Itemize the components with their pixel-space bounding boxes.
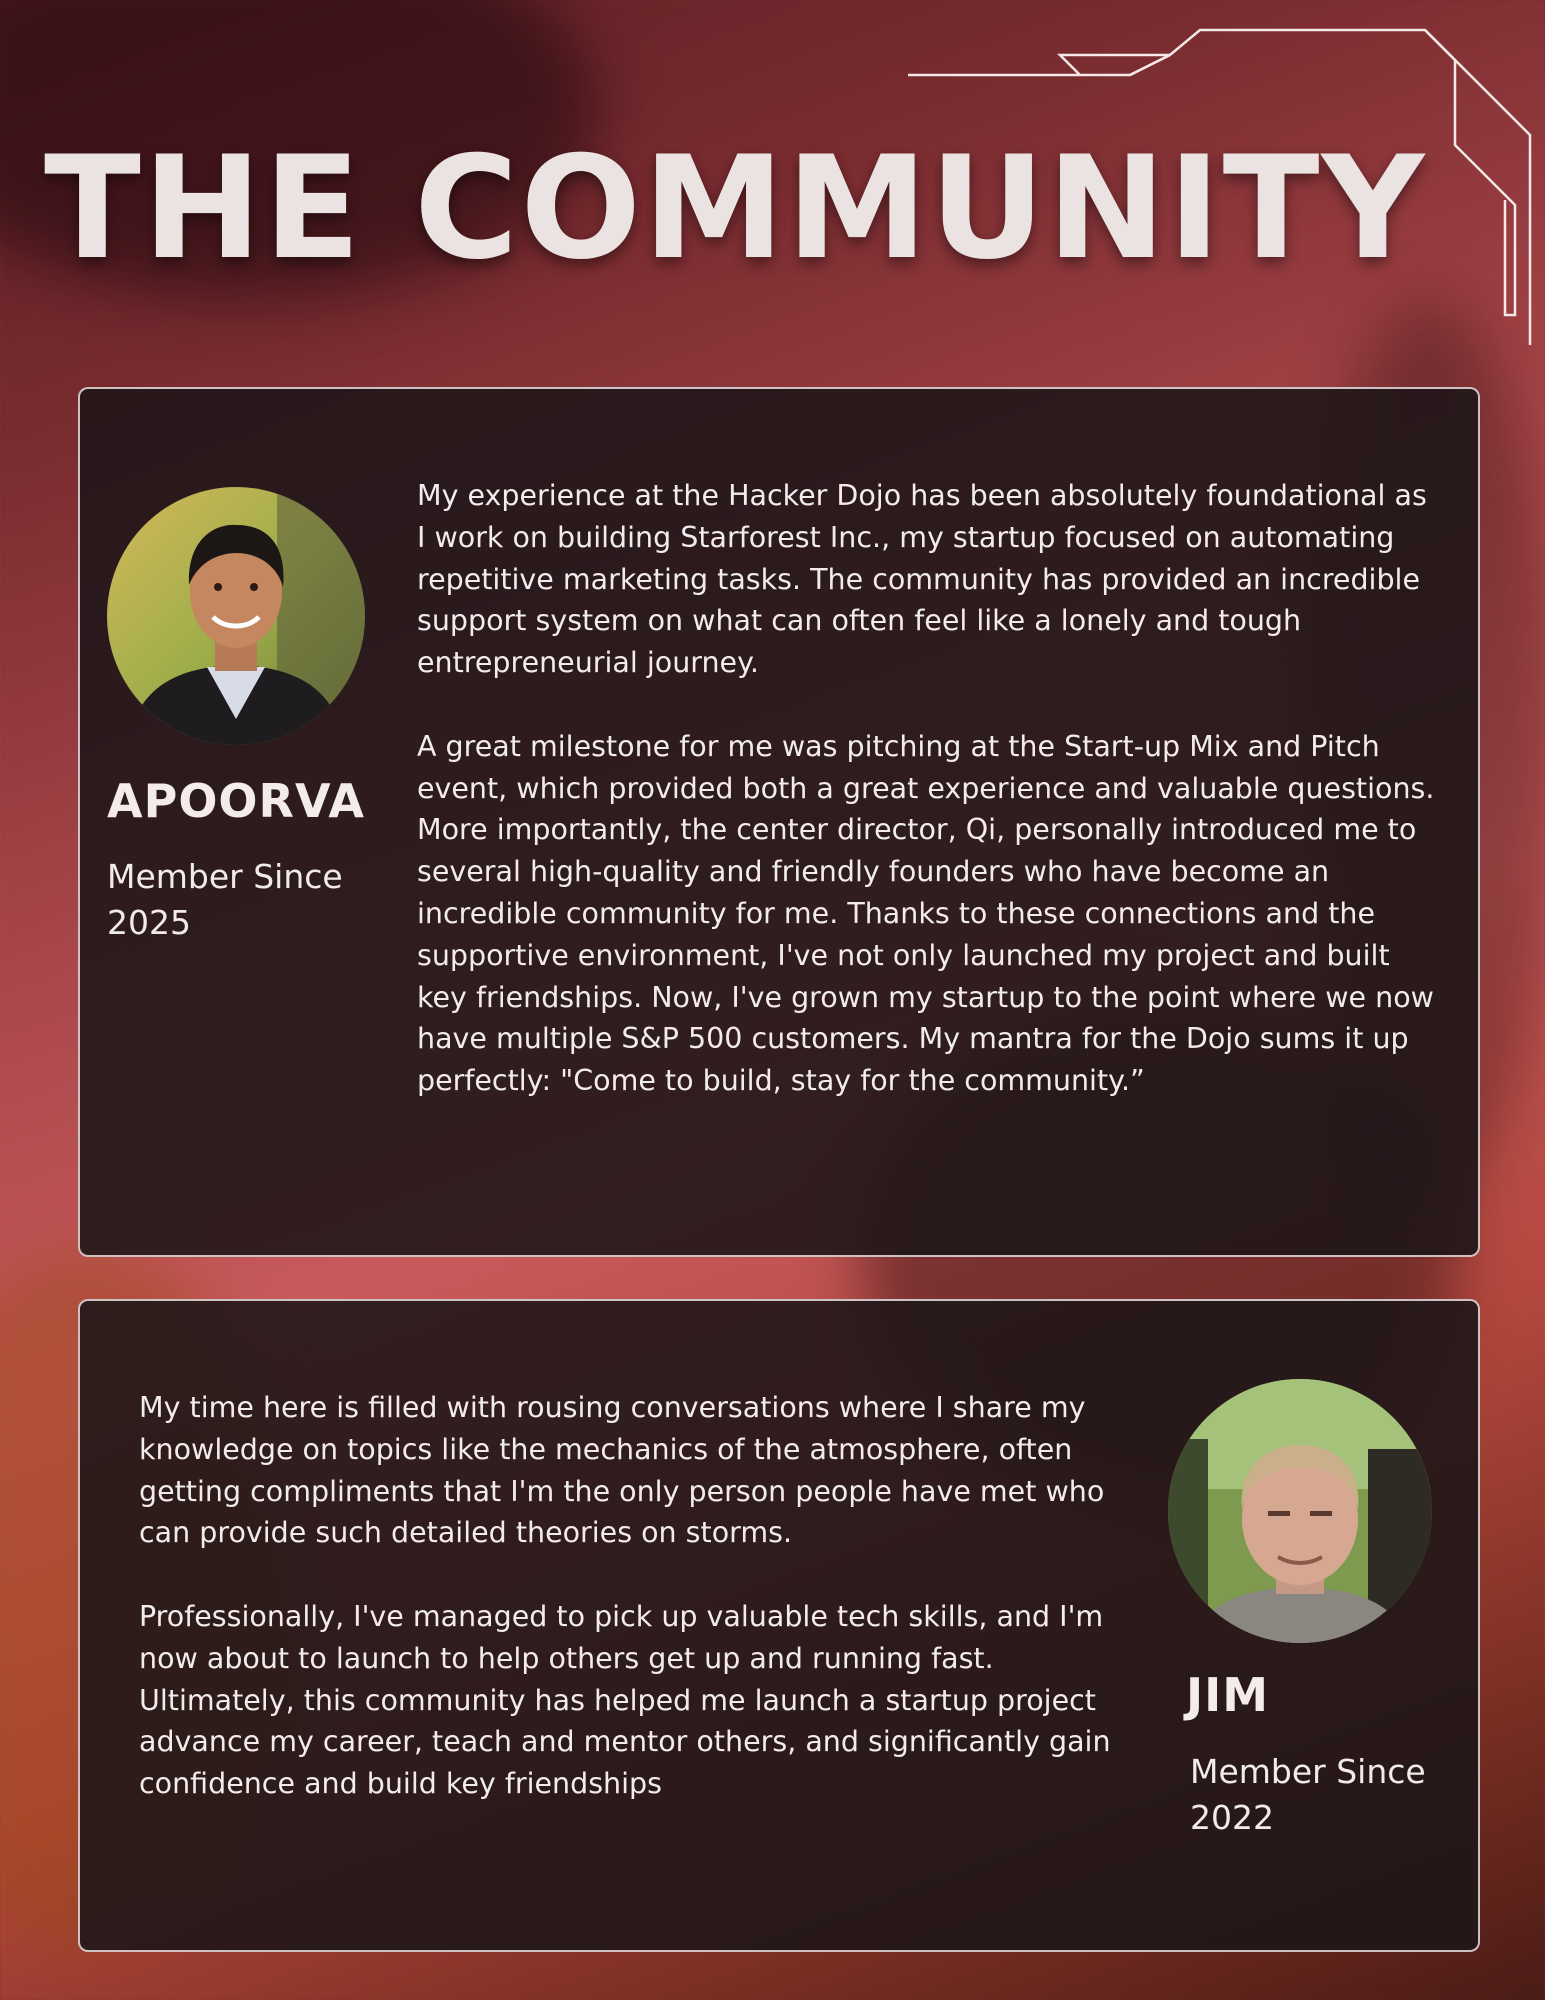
testimonial-paragraph: My experience at the Hacker Dojo has been absolutely foundational as I work on building Starforest Inc., my startup focused on automating repetitive marketing tasks. The community has provided an incredible support system on what can often feel like a lonely and tough entrepreneurial journey. — [417, 479, 1427, 680]
testimonial-paragraph: A great milestone for me was pitching at the Start-up Mix and Pitch event, which provided both a great experience and valuable questions. More importantly, the center director, Qi, personally introduced me to several high-quality and friendly founders who have become an incredible community for me. Thanks to these connections and the supportive environment, I've not only launched my project and built key friendships. Now, I've grown my startup to the point where we now have multiple S&P 500 customers. My mantra for the Dojo sums it up perfectly: "Come to build, stay for the community.” — [417, 729, 1435, 1098]
member-since-year: 2025 — [107, 903, 191, 942]
member-since-label: Member Since — [1190, 1752, 1426, 1791]
testimonial-body — [139, 1387, 1139, 1805]
member-since — [1190, 1749, 1426, 1841]
testimonial-paragraph: Professionally, I've managed to pick up valuable tech skills, and I'm now about to launch to help others get up and running fast. Ultimately, this community has helped me launch a startup project advance my career, teach and mentor others, and significantly gain confidence and build key friendships — [139, 1599, 1111, 1801]
member-since-label: Member Since — [107, 857, 343, 896]
testimonial-card — [78, 387, 1480, 1257]
member-since — [107, 854, 343, 946]
page-title: THE COMMUNITY — [44, 126, 1427, 291]
member-since-year: 2022 — [1190, 1798, 1274, 1837]
member-photo — [107, 487, 365, 745]
testimonial-body — [417, 475, 1437, 1102]
member-name: APOORVA — [107, 774, 366, 828]
testimonial-card — [78, 1299, 1480, 1952]
member-photo — [1168, 1379, 1432, 1643]
testimonial-paragraph: My time here is filled with rousing conversations where I share my knowledge on topics like the mechanics of the atmosphere, often getting compliments that I'm the only person people have met who can provide such detailed theories on storms. — [139, 1391, 1105, 1550]
member-name: JIM — [1186, 1668, 1270, 1722]
